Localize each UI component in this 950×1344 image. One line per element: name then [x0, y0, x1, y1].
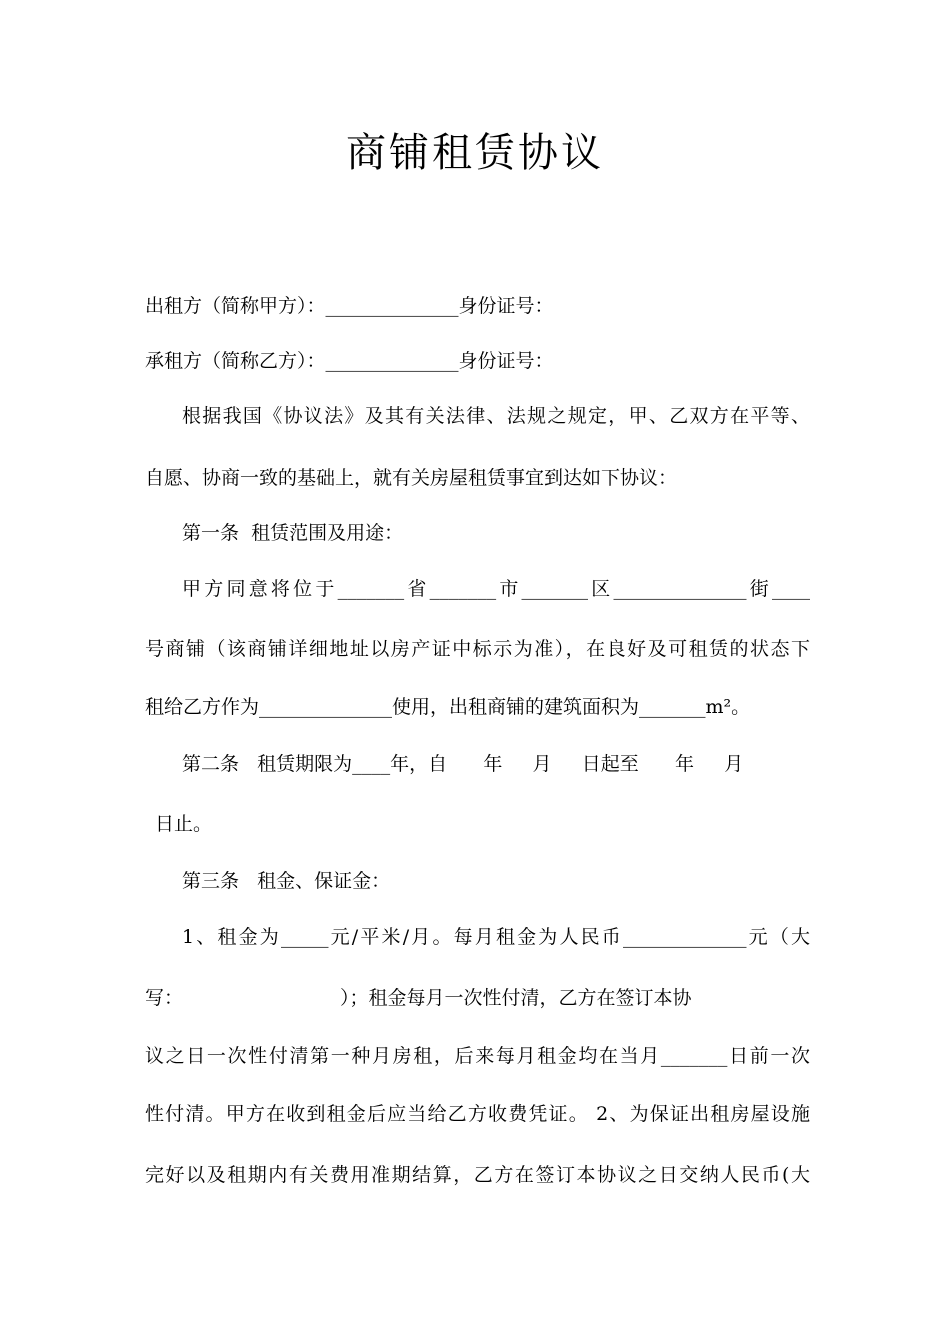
- article-3-line-2: 写： ）；租金每月一次性付清，乙方在签订本协: [145, 987, 692, 1009]
- article-2-line-2: 日止。: [155, 813, 213, 835]
- document-title: 商铺租赁协议: [346, 130, 604, 176]
- lessee-line: 承租方（简称乙方）：______________身份证号：: [145, 350, 554, 372]
- article-1-line-1: 甲方同意将位于_______省_______市_______区______________街____: [182, 578, 810, 600]
- article-3-heading: 第三条 租金、保证金：: [182, 870, 391, 892]
- intro-paragraph-line-1: 根据我国《协议法》及其有关法律、法规之规定，甲、乙双方在平等、: [182, 405, 810, 427]
- intro-paragraph-line-2: 自愿、协商一致的基础上，就有关房屋租赁事宜到达如下协议：: [145, 467, 678, 489]
- article-3-line-4: 性付清。甲方在收到租金后应当给乙方收费凭证。 2、为保证出租房屋设施: [145, 1103, 810, 1125]
- article-3-line-5: 完好以及租期内有关费用准期结算，乙方在签订本协议之日交纳人民币(大: [145, 1164, 810, 1186]
- article-2-line-1: 第二条 租赁期限为____年，自 年 月 日起至 年 月: [182, 753, 744, 775]
- article-3-line-3: 议之日一次性付清第一种月房租，后来每月租金均在当月_______日前一次: [145, 1045, 810, 1067]
- article-1-line-3: 租给乙方作为______________使用，出租商铺的建筑面积为_______m²。: [145, 696, 751, 718]
- article-1-line-2: 号商铺（该商铺详细地址以房产证中标示为准），在良好及可租赁的状态下: [145, 638, 810, 660]
- article-1-heading: 第一条 租赁范围及用途：: [182, 522, 404, 544]
- lessor-line: 出租方（简称甲方）：______________身份证号：: [145, 295, 554, 317]
- article-3-line-1: 1、租金为_____元/平米/月。每月租金为人民币_____________元（大: [182, 926, 810, 948]
